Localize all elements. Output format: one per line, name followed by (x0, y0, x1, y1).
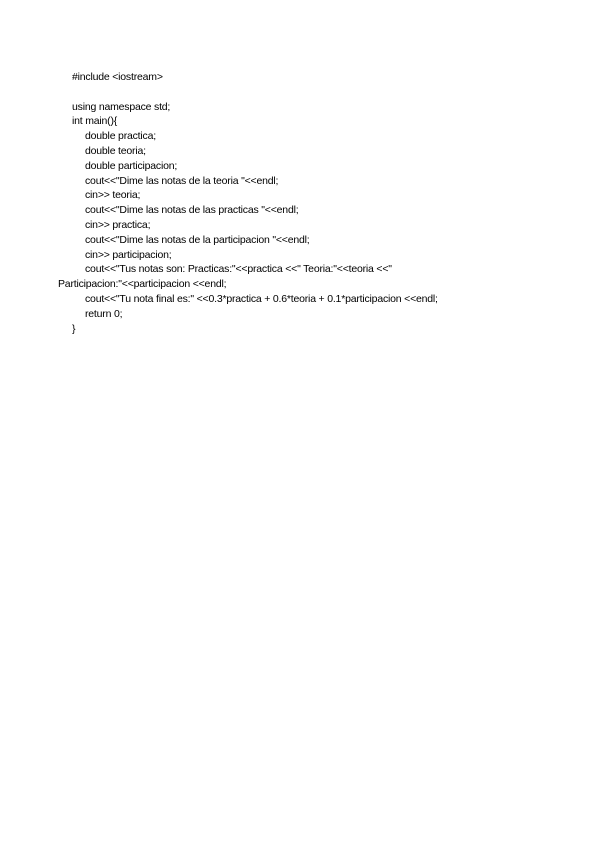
code-line-print-notas: cout<<"Tus notas son: Practicas:"<<practica <<" Teoria:"<<teoria <<" (85, 263, 392, 276)
code-line-blank (58, 85, 578, 100)
code-line-include: #include <iostream> (72, 71, 163, 83)
code-line-declare-practica: double practica; (85, 130, 156, 143)
code-line-declare-teoria: double teoria; (85, 144, 146, 157)
code-line-return: return 0; (85, 307, 123, 320)
code-line-prompt-practicas: cout<<"Dime las notas de las practicas "<<endl; (85, 204, 299, 217)
code-line-read-practica: cin>> practica; (85, 218, 151, 231)
code-line-prompt-participacion: cout<<"Dime las notas de la participacion "<<endl; (85, 233, 310, 246)
code-line-main-signature: int main(){ (72, 115, 118, 128)
code-line-read-teoria: cin>> teoria; (85, 189, 141, 202)
code-line-read-participacion: cin>> participacion; (85, 248, 172, 261)
code-line-closing-brace: } (72, 322, 76, 335)
code-line-prompt-teoria: cout<<"Dime las notas de la teoria "<<endl; (85, 174, 279, 187)
code-line-print-notas-continued: Participacion:"<<participacion <<endl; (58, 278, 227, 291)
source-code-block (58, 70, 578, 336)
code-line-using-namespace: using namespace std; (72, 100, 171, 113)
code-line-declare-participacion: double participacion; (85, 159, 178, 172)
code-line-print-nota-final: cout<<"Tu nota final es:" <<0.3*practica + 0.6*teoria + 0.1*participacion <<endl; (85, 292, 438, 305)
